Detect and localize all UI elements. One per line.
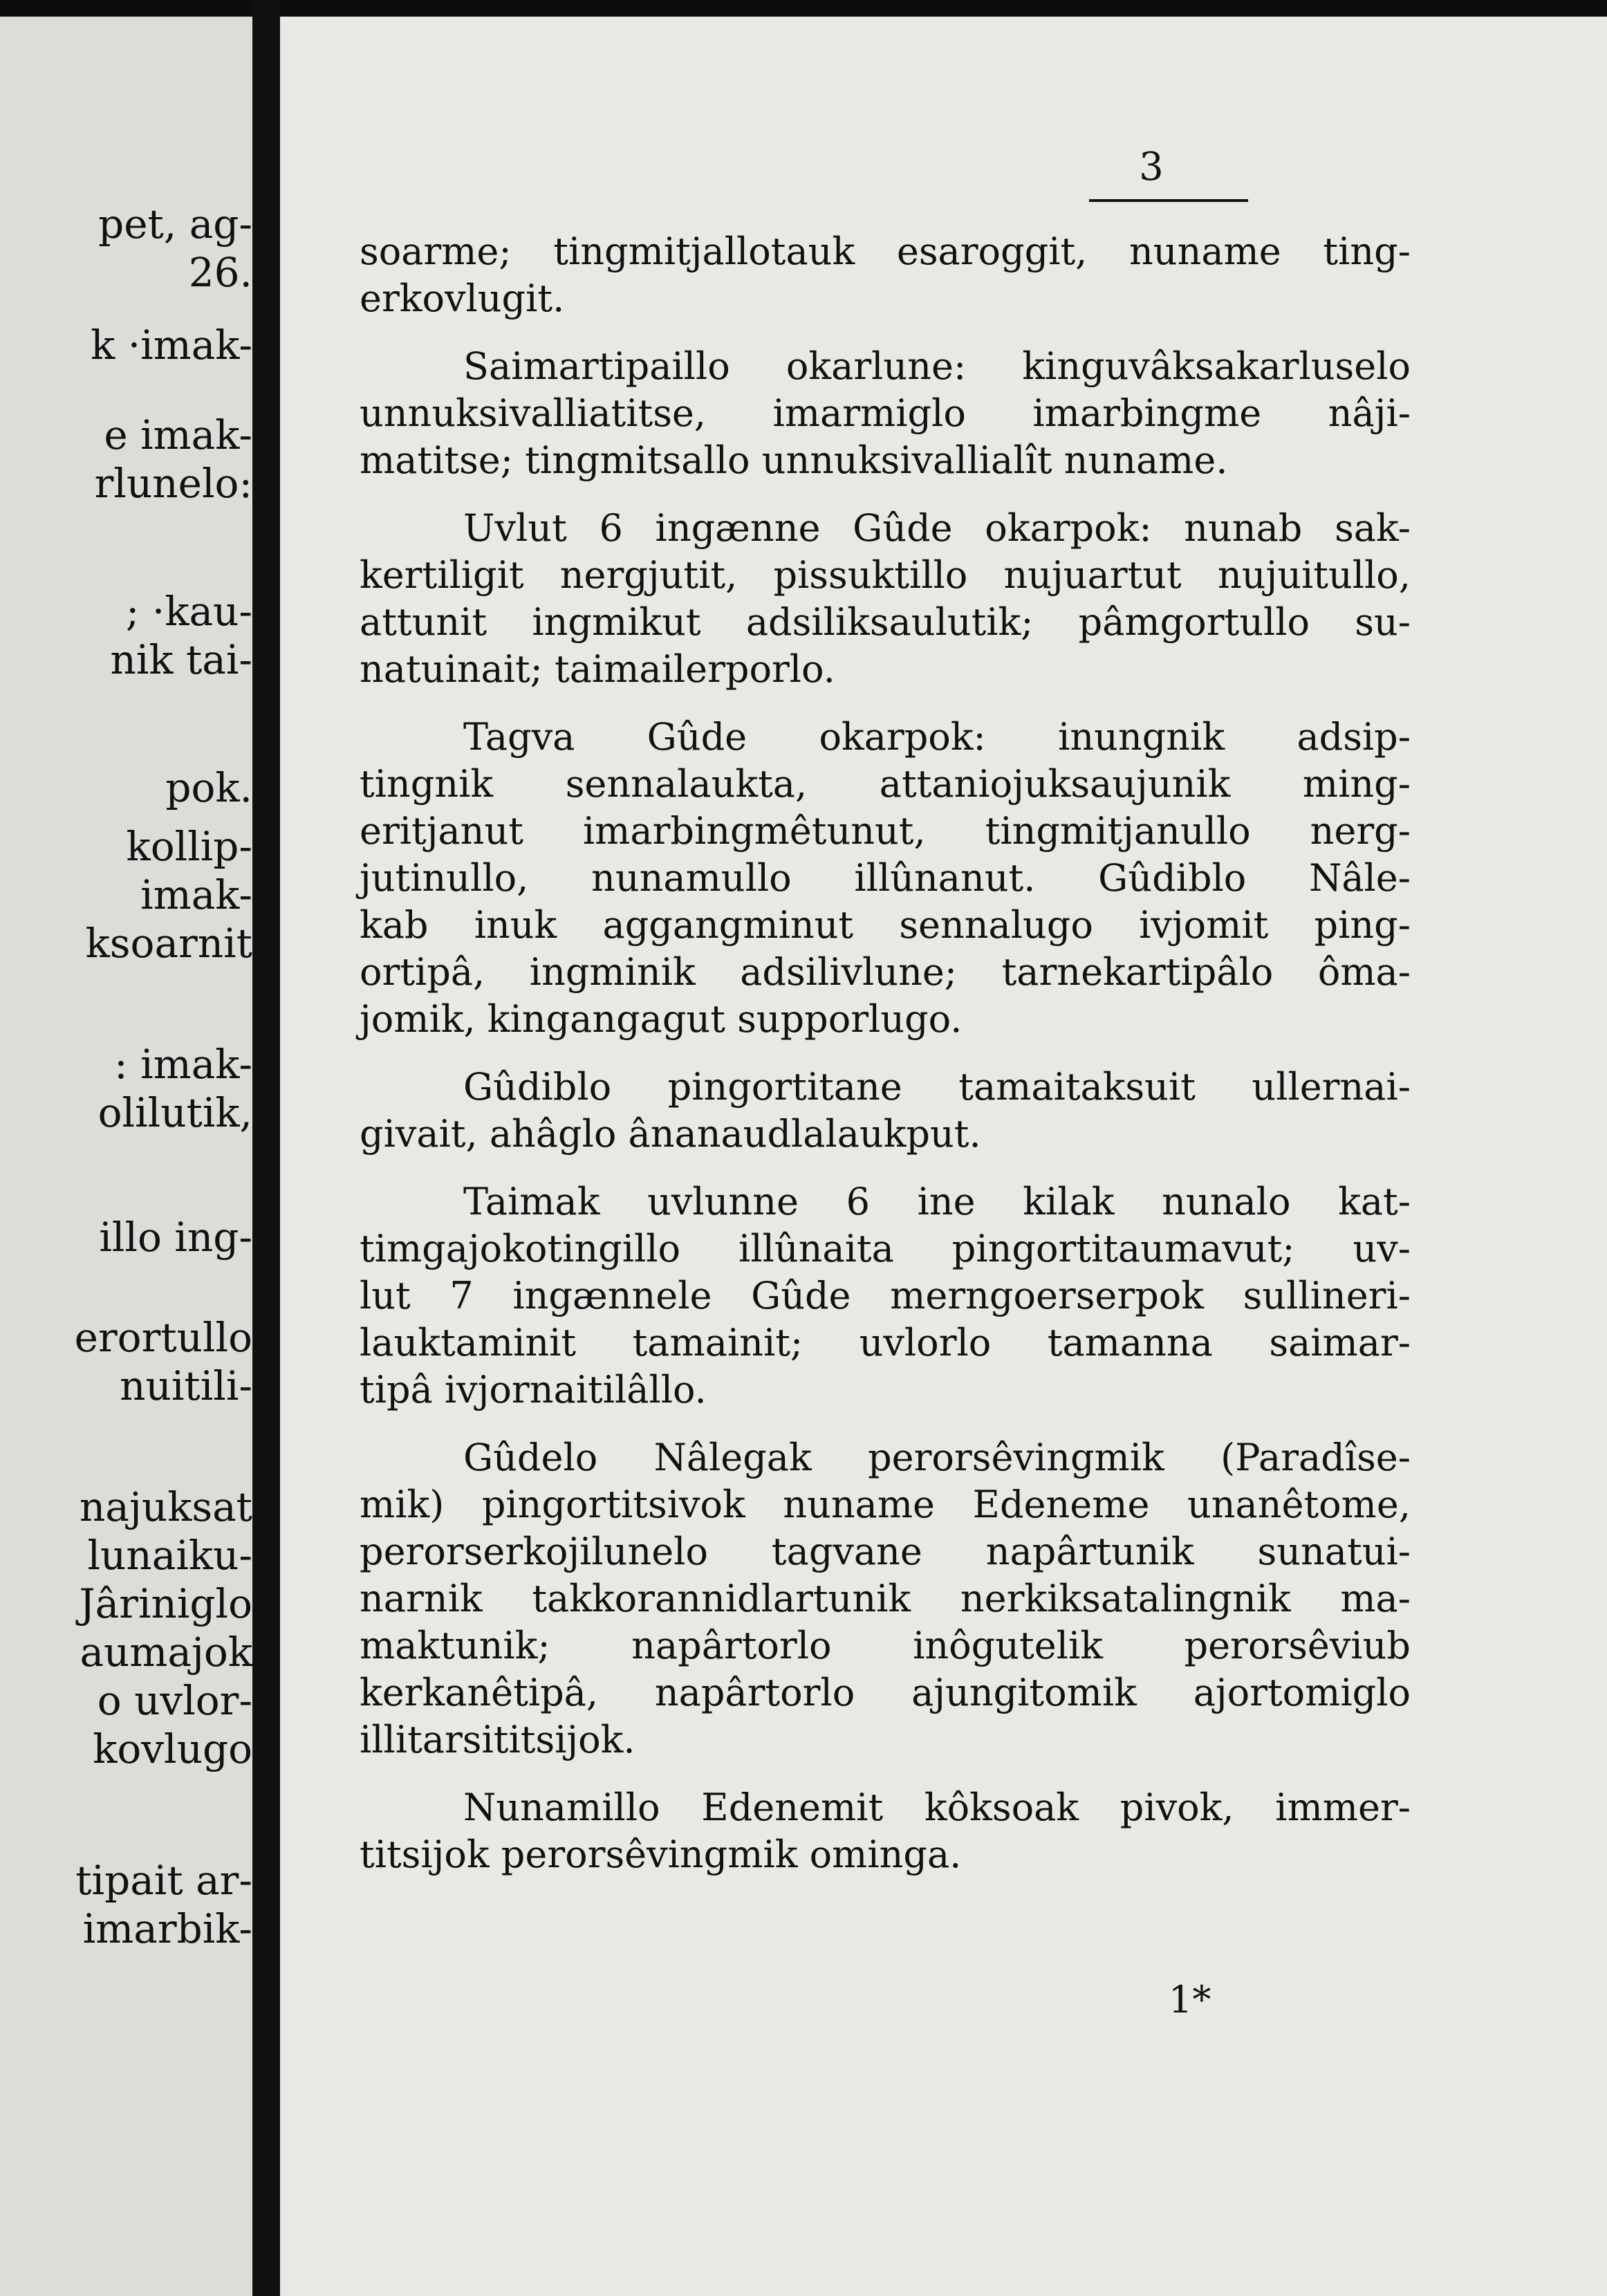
paragraph	[360, 1784, 1411, 1878]
text-line: ortipâ, ingminik adsilivlune; tarnekartipâlo ôma-	[360, 950, 1411, 994]
left-fragment-line: kollip-	[126, 823, 252, 870]
text-line: Tagva Gûde okarpok: inungnik adsip-	[463, 715, 1411, 759]
text-line: jomik, kingangagut supporlugo.	[360, 997, 963, 1041]
text-line: lauktaminit tamainit; uvlorlo tamanna saimar-	[360, 1321, 1411, 1364]
left-fragment-line: aumajok	[80, 1629, 252, 1676]
page-number: 3	[1139, 145, 1164, 189]
page-number-rule	[1089, 199, 1248, 202]
left-fragment-line: erortullo	[74, 1314, 252, 1361]
text-line: natuinait; taimailerporlo.	[360, 647, 835, 691]
text-line: titsijok perorsêvingmik ominga.	[360, 1833, 962, 1876]
left-fragment-line: k ·imak-	[91, 322, 252, 369]
paragraph	[360, 228, 1411, 322]
signature-mark: 1*	[1169, 1978, 1211, 2021]
paragraph	[360, 1434, 1411, 1763]
text-line: maktunik; napârtorlo inôgutelik perorsêviub	[360, 1624, 1411, 1667]
paragraph-gap	[360, 1763, 1411, 1784]
left-fragment-line: lunaiku-	[87, 1532, 252, 1579]
book-top-edge	[0, 0, 1607, 17]
text-line: mik) pingortitsivok nuname Edeneme unanêtome,	[360, 1483, 1411, 1526]
paragraph	[360, 714, 1411, 1043]
paragraph	[360, 505, 1411, 693]
text-line: lut 7 ingænnele Gûde merngoerserpok sullineri-	[360, 1274, 1411, 1317]
text-line: Gûdiblo pingortitane tamaitaksuit ullernai-	[463, 1065, 1411, 1109]
text-line: timgajokotingillo illûnaita pingortitaumavut; uv-	[360, 1227, 1411, 1270]
left-fragment-line: rlunelo:	[94, 460, 252, 507]
paragraph-gap	[360, 1043, 1411, 1064]
text-line: matitse; tingmitsallo unnuksivallialît nuname.	[360, 438, 1228, 482]
paragraph	[360, 1178, 1411, 1414]
paragraph	[360, 1064, 1411, 1158]
text-line: kertiligit nergjutit, pissuktillo nujuartut nujuitullo,	[360, 553, 1411, 597]
left-fragment-line: ; ·kau-	[125, 588, 252, 635]
text-line: unnuksivalliatitse, imarmiglo imarbingme nâji-	[360, 391, 1411, 435]
left-fragment-line: olilutik,	[97, 1089, 252, 1136]
paragraph-gap	[360, 1158, 1411, 1178]
text-line: soarme; tingmitjallotauk esaroggit, nuname ting-	[360, 230, 1411, 273]
left-fragment-line: tipait ar-	[75, 1857, 252, 1904]
book-gutter	[252, 0, 280, 2296]
text-line: erkovlugit.	[360, 277, 565, 320]
text-line: illitarsititsijok.	[360, 1718, 635, 1761]
left-fragment-line: imarbik-	[82, 1905, 252, 1952]
text-line: Saimartipaillo okarlune: kinguvâksakarluselo	[463, 344, 1411, 388]
left-fragment-line: e imak-	[104, 411, 252, 459]
left-fragment-line: pok.	[165, 764, 252, 811]
left-fragment-line: Jâriniglo	[79, 1580, 252, 1627]
left-fragment-line: imak-	[140, 871, 252, 918]
text-line: perorserkojilunelo tagvane napârtunik sunatui-	[360, 1530, 1411, 1573]
paragraph-gap	[360, 693, 1411, 714]
text-line: Nunamillo Edenemit kôksoak pivok, immer-	[463, 1786, 1411, 1829]
left-fragment-line: o uvlor-	[97, 1677, 252, 1724]
text-line: tingnik sennalaukta, attaniojuksaujunik ming-	[360, 762, 1411, 806]
text-line: givait, ahâglo ânanaudlalaukput.	[360, 1112, 981, 1156]
text-line: narnik takkorannidlartunik nerkiksatalingnik ma-	[360, 1577, 1411, 1620]
left-fragment-line: kovlugo	[93, 1725, 252, 1772]
paragraph	[360, 343, 1411, 484]
left-fragment-line: illo ing-	[99, 1214, 252, 1261]
text-line: Gûdelo Nâlegak perorsêvingmik (Paradîse-	[463, 1436, 1411, 1479]
text-line: attunit ingmikut adsiliksaulutik; pâmgortullo su-	[360, 600, 1411, 644]
left-fragment-line: nuitili-	[120, 1362, 252, 1409]
paragraph-gap	[360, 484, 1411, 505]
body-text	[360, 228, 1411, 1878]
left-fragment-line: : imak-	[114, 1041, 252, 1088]
text-line: Taimak uvlunne 6 ine kilak nunalo kat-	[463, 1180, 1411, 1223]
paragraph-gap	[360, 322, 1411, 343]
text-line: kab inuk aggangminut sennalugo ivjomit ping-	[360, 903, 1411, 947]
text-line: kerkanêtipâ, napârtorlo ajungitomik ajortomiglo	[360, 1671, 1411, 1714]
text-line: jutinullo, nunamullo illûnanut. Gûdiblo Nâle-	[360, 856, 1411, 900]
left-fragment-line: pet, ag-	[98, 201, 252, 248]
paragraph-gap	[360, 1414, 1411, 1434]
left-page-fragment	[0, 17, 252, 2296]
text-line: eritjanut imarbingmêtunut, tingmitjanullo nerg-	[360, 809, 1411, 853]
text-line: tipâ ivjornaitilâllo.	[360, 1368, 707, 1411]
left-fragment-line: najuksat	[79, 1483, 252, 1530]
left-fragment-line: nik tai-	[110, 636, 252, 683]
left-fragment-line: ksoarnit	[85, 920, 252, 967]
left-fragment-line: 26.	[188, 249, 252, 296]
text-line: Uvlut 6 ingænne Gûde okarpok: nunab sak-	[463, 506, 1411, 550]
